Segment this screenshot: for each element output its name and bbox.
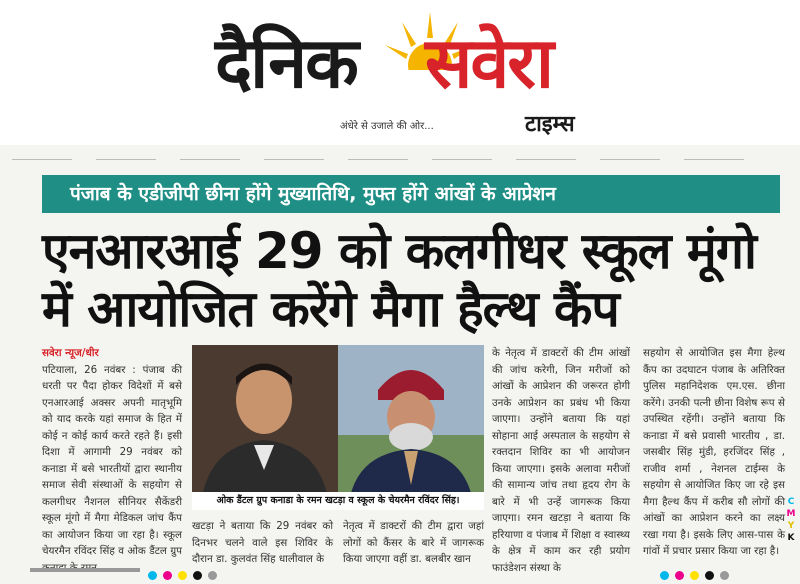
- subheadline-band: पंजाब के एडीजीपी छीना होंगे मुख्यातिथि, मुफ्त होंगे आंखों के आप्रेशन: [42, 175, 780, 213]
- registration-dots-left: [148, 565, 223, 575]
- article-column-1: [42, 345, 182, 576]
- article-text-col1: पटियाला, 26 नवंबर : पंजाब की धरती पर पैदा होकर विदेशों में बसे एनआरआई अक्सर अपनी मातृभूमि को याद करके यहां समाज के हित में कोई न कोई कार्य करते रहते हैं। इसी दिशा में आगामी 29 नवंबर को कनाडा में बसे भारतीयों द्वारा स्थानीय समाज सेवी संस्थाओं के सहयोग से कलगीधर नैशनल सीनियर सैकेंडरी स्कूल मूंगो में मैगा मेडिकल जांच कैंप का आयोजन किया जा रहा है। स्कूल चेयरमैन रविंदर सिंह व ओक डैंटल ग्रुप: [42, 363, 182, 557]
- cropped-text-strip: [0, 150, 800, 160]
- article-column-4: सहयोग से आयोजित इस मैगा हेल्थ कैंप का उदघाटन पंजाब के अतिरिक्त पुलिस महानिदेशक एम.एस. छीना करेंगे। उनकी पत्नी छीना विशेष रूप से उपस्थित रहेंगी। उन्होंने बताया कि कनाडा में बसे प्रवासी भारतीय , डा. जसबीर सिंह मुंडी, हरजिंदर सिंह , राजीव शर्मा , नेशनल टाईम्स के सहयोग से आयोजित किए जा रहे इस मैगा हैल्थ कैंप में करीब सौ लोगों की आंखों का आप्रेशन करने का लक्ष्य रखा गया है। इसके लिए आस-पास के गांवों में प्रचार प्रसार किया जा रहा है।: [643, 347, 785, 557]
- cmyk-c: C: [787, 497, 795, 507]
- photo-person-right: [338, 345, 484, 497]
- tagline: अंधेरे से उजाले की ओर...: [340, 121, 434, 132]
- headline-line1: एनआरआई 29 को कलगीधर स्कूल मूंगो: [42, 222, 756, 280]
- headline-line2: में आयोजित करेंगे मैगा हैल्थ कैंप: [42, 280, 619, 338]
- registration-dots-right: [660, 565, 735, 575]
- logo-times: टाइम्स: [525, 112, 575, 137]
- logo-savera: सवेरा: [425, 22, 552, 104]
- photo-person-left: [192, 345, 338, 497]
- cmyk-m: M: [786, 509, 796, 519]
- logo-dainik: दैनिक: [215, 22, 357, 104]
- article-photo: [192, 345, 484, 497]
- article-text-col2b: नेतृत्व में डाक्टरों की टीम द्वारा जहां लोगों को कैंसर के बारे में जागरूक किया जाएगा वहीं डा. बलबीर खान: [343, 520, 484, 565]
- byline: सवेरा न्यूज/धीर: [42, 347, 99, 359]
- article-text-col2a: खटड़ा ने बताया कि 29 नवंबर को दिनभर चलने वाले इस शिविर के दौरान डा. कुलवंत सिंह धालीवाल के: [192, 520, 333, 565]
- article-column-2: [192, 518, 484, 568]
- cmyk-y: Y: [787, 521, 795, 531]
- cmyk-marks: [786, 496, 796, 544]
- masthead: [0, 0, 800, 145]
- photo-caption: ओक डैंटल ग्रुप कनाडा के रमन खटड़ा व स्कूल के चेयरमैन रविंदर सिंह।: [192, 492, 484, 510]
- cmyk-k: K: [787, 533, 795, 543]
- headline: [42, 222, 782, 338]
- print-bar-left: [30, 568, 140, 572]
- article-column-3: के नेतृत्व में डाक्टरों की टीम आंखों की जांच करेगी, जिन मरीजों को आंखों के आप्रेशन की जरूरत होगी उनके आप्रेशन का प्रबंध भी किया जाएगा। उन्होंने बताया कि यहां सोहाना आई अस्पताल के सहयोग से रक्तदान शिविर का भी आयोजन किया जाएगा। इसके अलावा मरीजों की सामान्य जांच तथा हृदय रोग के बारे में भी उन्हें जागरूक किया जाएगा। रमन खटड़ा ने बताया कि हरियाणा व पंजाब में शिक्षा व स्वास्थ्य के क्षेत्र में काम कर रही प्रयोग फाउंडेशन संस्था के: [492, 347, 630, 574]
